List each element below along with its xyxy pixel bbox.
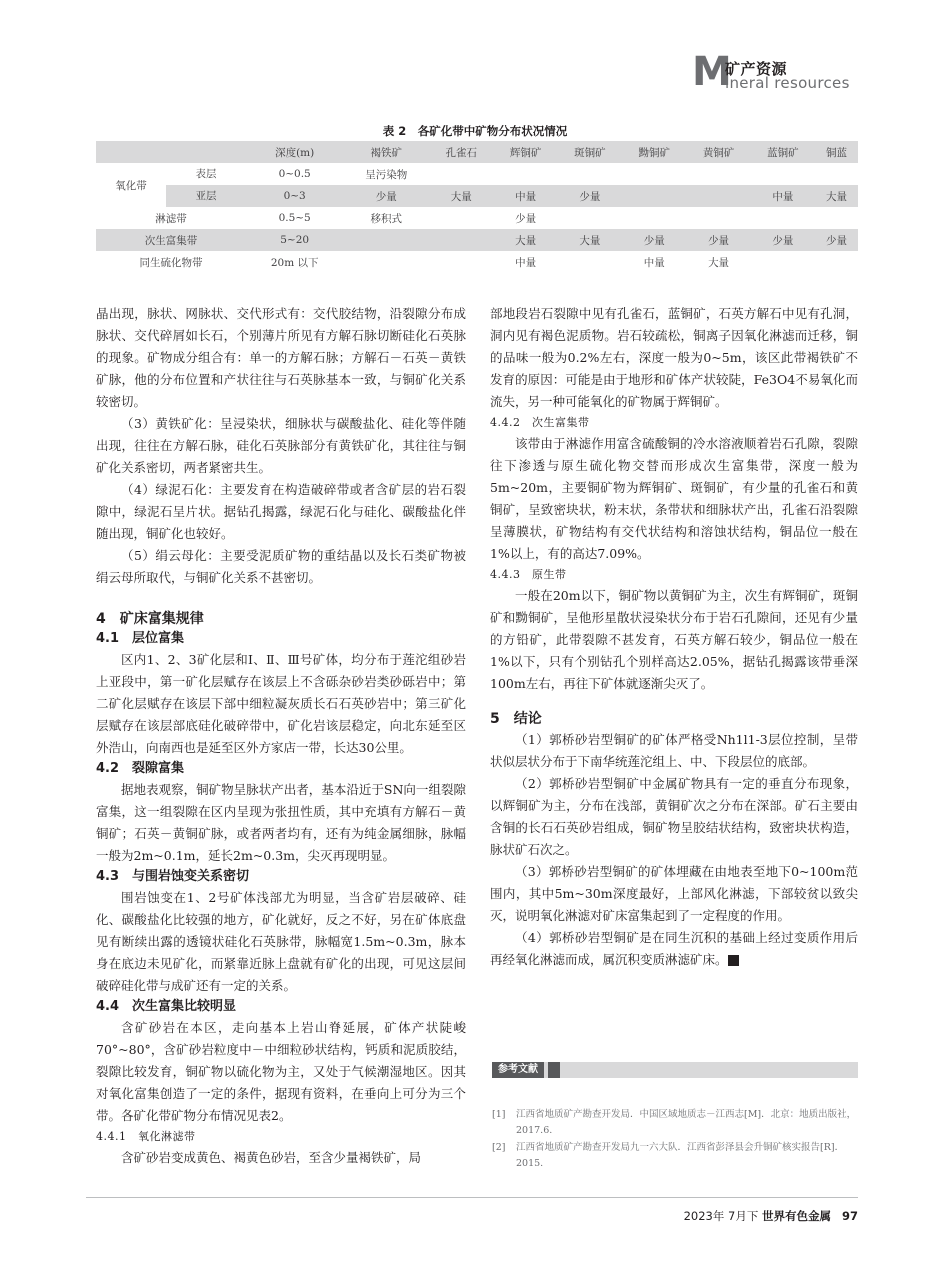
table-cell [429, 229, 493, 251]
logo-title-en: ineral resources [725, 74, 850, 92]
reference-list [492, 1107, 858, 1173]
table-cell: 中量 [751, 185, 815, 207]
subsection-heading: 4.4 次生富集比较明显 [96, 999, 237, 1014]
paragraph: 含矿砂岩变成黄色、褐黄色砂岩，至含少量褐铁矿，局 [121, 1150, 422, 1165]
reference-number: [2] [492, 1142, 506, 1153]
paragraph: 含矿砂岩在本区，走向基本上岩山脊延展，矿体产状陡峻70°~80°，含矿砂岩粒度中－中细粒砂状结构，钙质和泥质胶结，裂隙比较发育，铜矿物以硫化物为主，又处于气候潮湿地区。因其对氧化富集创造了一定的条件，据现有资料，在垂向上可分为三个带。各矿化带矿物分布情况见表2。 [96, 1020, 466, 1123]
row-label: 同生硫化物带 [139, 256, 203, 269]
table-cell [815, 207, 858, 229]
paragraph: （5）绢云母化：主要受泥质矿物的重结晶以及长石类矿物被绢云母所取代，与铜矿化关系不甚密切。 [96, 548, 466, 585]
table-cell [815, 251, 858, 273]
row-label: 表层 [195, 168, 217, 180]
paragraph: 该带由于淋滤作用富含硫酸铜的冷水溶液顺着岩石孔隙，裂隙往下渗透与原生硫化物交替而形成次生富集带，深度一般为5m~20m，主要铜矿物为辉铜矿、斑铜矿，有少量的孔雀石和黄铜矿，呈致密块状，粉末状，条带状和细脉状产出，孔雀石沿裂隙呈薄膜状，矿物结构有交代状结构和溶蚀状结构，铜品位一般在1%以上，有的高达7.09%。 [490, 436, 858, 561]
page-footer [600, 1208, 858, 1224]
table-cell: 中量 [493, 185, 557, 207]
paragraph: 一般在20m以下，铜矿物以黄铜矿为主，次生有辉铜矿，斑铜矿和黝铜矿，呈他形星散状浸染状分布于岩石孔隙间，还见有少量的方铅矿，此带裂隙不甚发育，石英方解石较少，铜品位一般在1%以下，只有个别钻孔个别样高达2.05%，据钻孔揭露该带垂深100m左右，再往下矿体就逐渐尖灭了。 [490, 588, 858, 691]
col-header: 蓝铜矿 [751, 141, 815, 163]
table-cell: 0~3 [246, 185, 343, 207]
logo-title-cn: 矿产资源 [725, 60, 788, 78]
table-cell: 少量 [515, 212, 537, 225]
mineral-table [96, 141, 858, 273]
paragraph: 围岩蚀变在1、2号矿体浅部尤为明显，当含矿岩层破碎、硅化、碳酸盐化比较强的地方，矿化就好，反之不好，另在矿体底盘见有断续出露的透镜状硅化石英脉带，脉幅宽1.5m~0.3m，脉本身在底边未见矿化，而紧靠近脉上盘就有矿化的出现，可见这层间破碎硅化带与成矿还有一定的关系。 [96, 890, 466, 993]
group-cell [96, 163, 246, 207]
section-heading: 5 结论 [490, 711, 542, 727]
reference-text: 江西省地质矿产勘查开发局九一六大队．江西省彭泽县会升铜矿核实报告[R]．2015. [516, 1142, 845, 1169]
table-cell [622, 163, 686, 185]
row-label: 次生富集带 [96, 229, 246, 251]
paragraph: （4）绿泥石化：主要发育在构造破碎带或者含矿层的岩石裂隙中，绿泥石呈片状。据钻孔揭露，绿泥石化与硅化、碳酸盐化伴随出现，铜矿化也较好。 [96, 482, 466, 541]
section-heading: 4 矿床富集规律 [96, 611, 204, 627]
paragraph: 区内1、2、3矿化层和Ⅰ、Ⅱ、Ⅲ号矿体，均分布于莲沱组砂岩上亚段中，第一矿化层赋存在该层上不含砾杂砂岩类砂砾岩中；第二矿化层赋存在该层下部中细粒凝灰质长石石英砂岩中；第三矿化层赋存在该层部底硅化破碎带中，矿化岩该层稳定，向北东延至区外浩山，向南西也是延至区外方家店一带，长达30公里。 [96, 652, 466, 755]
table-cell [343, 251, 429, 273]
table-cell [751, 251, 815, 273]
right-column [490, 303, 858, 971]
table-cell: 0~0.5 [278, 168, 311, 180]
col-header: 斑铜矿 [558, 141, 622, 163]
references-bar [492, 1062, 858, 1078]
table-cell [622, 207, 686, 229]
subsubsection-heading: 4.4.1 氧化淋滤带 [96, 1130, 196, 1143]
conclusion-text: （4）郭桥砂岩型铜矿是在同生沉积的基础上经过变质作用后再经氧化淋滤而成，属沉积变质淋滤矿床。 [490, 930, 858, 967]
table-cell: 少量 [686, 229, 750, 251]
paragraph: 部地段岩石裂隙中见有孔雀石，蓝铜矿，石英方解石中见有孔洞，洞内见有褐色泥质物。岩石较疏松，铜离子因氧化淋滤而迁移，铜的品味一般为0.2%左右，深度一般为0~5m，该区此带褐铁矿不发育的原因：可能是由于地形和矿体产状较陡，Fe3O4不易氧化而流失，另一种可能氧化的矿物属于辉铜矿。 [490, 306, 858, 409]
paragraph: 晶出现，脉状、网脉状、交代形式有：交代胶结物，沿裂隙分布成脉状、交代碎屑如长石，个别薄片所见有方解石脉切断硅化石英脉的现象。矿物成分组合有：单一的方解石脉；方解石－石英－黄铁矿脉，他的分布位置和产状往往与石英脉基本一致，与铜矿化关系较密切。 [96, 306, 466, 409]
paragraph [490, 927, 858, 971]
logo-letter: M [692, 49, 732, 95]
col-header: 黄铜矿 [686, 141, 750, 163]
table-cell: 中量 [643, 256, 665, 269]
table-cell: 少量 [343, 185, 429, 207]
subsubsection-heading: 4.4.2 次生富集带 [490, 416, 590, 429]
table-cell [686, 207, 750, 229]
table-row [96, 229, 858, 251]
paragraph: 据地表观察，铜矿物呈脉状产出者，基本沿近于SN向一组裂隙富集，这一组裂隙在区内呈现为张扭性质，其中充填有方解石－黄铜矿；石英－黄铜矿脉，或者两者均有，还有为纯金属细脉，脉幅一般为2m~0.1m，延长2m~0.3m，尖灭再现明显。 [96, 782, 466, 863]
row-label: 亚层 [166, 185, 246, 207]
subsection-heading: 4.3 与围岩蚀变关系密切 [96, 869, 250, 884]
table-cell: 20m 以下 [270, 256, 319, 269]
table-header-row [96, 141, 858, 163]
issue-date: 2023年 7月下 [683, 1209, 759, 1223]
table-cell [686, 185, 750, 207]
left-column [96, 303, 466, 1169]
table-cell [493, 163, 557, 185]
paragraph: （2）郭桥砂岩型铜矿中金属矿物具有一定的垂直分布现象，以辉铜矿为主，分布在浅部，黄铜矿次之分布在深部。矿石主要由含铜的长石石英砂岩组成，铜矿物呈胶结状结构，致密块状构造，脉状矿石次之。 [490, 776, 858, 857]
table-cell [686, 163, 750, 185]
table-cell: 中量 [515, 256, 537, 269]
reference-number: [1] [492, 1109, 506, 1120]
spacer [490, 695, 858, 709]
journal-name: 世界有色金属 [762, 1209, 832, 1223]
table-cell [429, 207, 493, 229]
subsection-heading: 4.1 层位富集 [96, 631, 185, 646]
table-cell: 大量 [708, 256, 730, 269]
col-header: 铜蓝 [815, 141, 858, 163]
table-cell [429, 163, 493, 185]
table-title: 表 2 各矿化带中矿物分布状况情况 [382, 124, 568, 138]
paragraph: （3）郭桥砂岩型铜矿的矿体埋藏在由地表至地下0~100m范围内，其中5m~30m深度最好，上部风化淋滤，下部较贫以致尖灭，说明氧化淋滤对矿床富集起到了一定程度的作用。 [490, 864, 858, 923]
subsubsection-heading: 4.4.3 原生带 [490, 568, 567, 581]
col-header: 深度(m) [246, 141, 343, 163]
reference-text: 江西省地质矿产勘查开发局．中国区域地质志－江西志[M]．北京：地质出版社，2017.6. [516, 1109, 857, 1136]
table-cell: 0.5~5 [278, 212, 311, 224]
footer-divider [86, 1197, 858, 1198]
paragraph: （1）郭桥砂岩型铜矿的矿体严格受Nh1l1-3层位控制，呈带状似层状分布于下南华统莲沱组上、中、下段层位的底部。 [490, 732, 858, 769]
spacer [96, 589, 466, 609]
table-cell [429, 251, 493, 273]
col-header: 孔雀石 [429, 141, 493, 163]
table-cell [558, 251, 622, 273]
table-cell [751, 207, 815, 229]
table-cell: 5~20 [246, 229, 343, 251]
col-header: 辉铜矿 [493, 141, 557, 163]
references-label: 参考文献 [492, 1062, 544, 1078]
table-row [96, 163, 858, 185]
col-header: 黝铜矿 [622, 141, 686, 163]
page-number: 97 [841, 1209, 858, 1223]
table-cell [558, 163, 622, 185]
paragraph: （3）黄铁矿化：呈浸染状，细脉状与碳酸盐化、硅化等伴随出现，往往在方解石脉，硅化石英脉部分有黄铁矿化，其往往与铜矿化关系密切，两者紧密共生。 [96, 416, 466, 475]
table-cell [815, 163, 858, 185]
table-cell: 少量 [751, 229, 815, 251]
col-header: 褐铁矿 [343, 141, 429, 163]
table-corner [96, 141, 246, 163]
table-cell: 少量 [558, 185, 622, 207]
group-label: 氧化带 [115, 179, 147, 192]
table-cell [558, 207, 622, 229]
reference-item [492, 1107, 858, 1138]
table-cell: 少量 [815, 229, 858, 251]
table-cell: 少量 [622, 229, 686, 251]
table-cell: 大量 [493, 229, 557, 251]
table-row [96, 207, 858, 229]
table-cell: 移积式 [370, 212, 402, 225]
journal-logo [692, 49, 862, 95]
table-cell: 大量 [558, 229, 622, 251]
table-cell [622, 185, 686, 207]
end-mark-icon: 世 [728, 955, 739, 966]
table-cell: 大量 [429, 185, 493, 207]
table-row [96, 251, 858, 273]
references-bar-block [548, 1062, 560, 1078]
subsection-heading: 4.2 裂隙富集 [96, 761, 185, 776]
table-cell [343, 229, 429, 251]
table-cell: 呈污染物 [365, 168, 408, 181]
reference-item [492, 1140, 858, 1171]
row-label: 淋滤带 [155, 212, 187, 225]
table-cell: 大量 [815, 185, 858, 207]
table-cell [751, 163, 815, 185]
